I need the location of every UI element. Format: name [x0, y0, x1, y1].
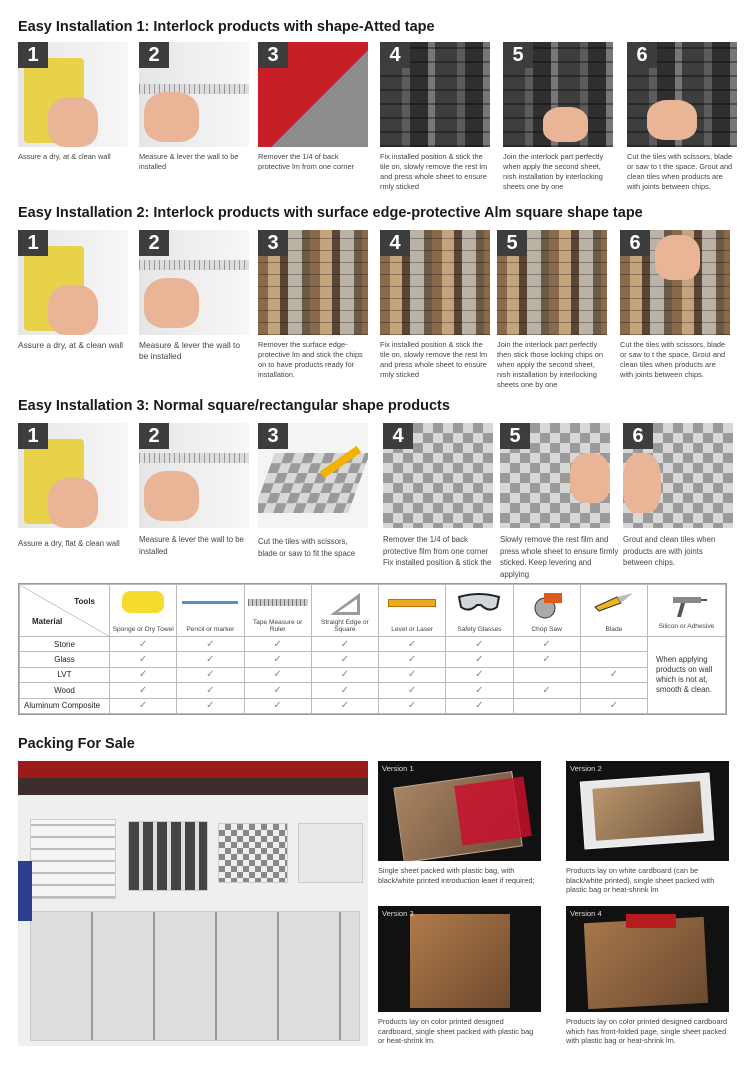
step-image: [139, 42, 249, 147]
table-header-corner: [20, 585, 110, 637]
pencil-icon: [182, 601, 238, 604]
step-1-5: [503, 42, 613, 192]
step-3-6: [623, 423, 733, 569]
version-label: Version 2: [570, 764, 602, 773]
tool-ruler: Tape Measure or Ruler: [244, 585, 311, 637]
glasses-icon: [457, 591, 501, 615]
step-number: 6: [623, 423, 653, 449]
step-image: [503, 42, 613, 147]
step-2-6: [620, 230, 730, 380]
tool-glasses: Safety Glasses: [446, 585, 513, 637]
tool-blade: Blade: [580, 585, 647, 637]
step-number: 5: [503, 42, 533, 68]
step-number: 2: [139, 230, 169, 256]
table-row-lvt: LVT ✓ ✓ ✓ ✓ ✓ ✓ ✓: [20, 667, 726, 682]
ruler-icon: [248, 599, 308, 606]
packing-version-1: [378, 761, 541, 885]
tool-saw: Chop Saw: [513, 585, 580, 637]
material-header: Material: [32, 617, 63, 626]
material-name: Wood: [20, 683, 110, 698]
version-label: Version 1: [382, 764, 414, 773]
sponge-icon: [122, 591, 164, 613]
step-image: [258, 42, 368, 147]
step-number: 5: [500, 423, 530, 449]
section-2-title: Easy Installation 2: Interlock products with surface edge-protective Alm square shape tape: [18, 205, 643, 221]
square-icon: [328, 591, 362, 617]
step-image: [620, 230, 730, 335]
step-image: [383, 423, 493, 528]
version-label: Version 3: [382, 909, 414, 918]
step-image: [500, 423, 610, 528]
step-image: [258, 230, 368, 335]
step-caption: Cut the tiles with scissors, blade or saw to t the space. Grout and clean tiles when products are with joints between chips.: [627, 152, 733, 191]
material-name: Stone: [20, 637, 110, 652]
step-number: 4: [380, 42, 410, 68]
step-image: [18, 423, 128, 528]
tools-table: [18, 583, 727, 715]
caulk-gun-icon: [667, 591, 707, 619]
step-image: [258, 423, 368, 528]
step-2-1: [18, 230, 128, 351]
version-label: Version 4: [570, 909, 602, 918]
version-caption: Products lay on color printed designed cardboard, single sheet packed with plastic bag or heat-shrink lm.: [378, 1017, 534, 1046]
step-image: [623, 423, 733, 528]
saw-icon: [530, 591, 564, 619]
step-number: 3: [258, 423, 288, 449]
packing-version-4: [566, 906, 729, 1046]
step-caption: Measure & lever the wall to be installed: [139, 535, 244, 556]
step-1-4: [380, 42, 490, 192]
step-number: 4: [380, 230, 410, 256]
step-2-3: [258, 230, 368, 380]
step-number: 5: [497, 230, 527, 256]
step-caption: Join the interlock part perfectly then stick those locking chips on when apply the second sheet, nish installation by interlocking sheets one by one: [497, 340, 603, 389]
step-image: [497, 230, 607, 335]
step-2-2: [139, 230, 249, 362]
store-display-photo: [18, 761, 368, 1046]
step-number: 3: [258, 42, 288, 68]
step-caption: Fix installed position & stick the tile on, slowly remove the rest lm and press whole sheet to ensure rmly sticked: [380, 340, 488, 379]
section-3-title: Easy Installation 3: Normal square/rectangular shape products: [18, 398, 450, 414]
step-3-2: [139, 423, 249, 558]
step-3-4: [383, 423, 493, 569]
step-caption: Assure a dry, at & clean wall: [18, 152, 111, 161]
step-caption: Fix installed position & stick the tile on, slowly remove the rest lm and press whole sheet to ensure rmly sticked: [380, 152, 488, 191]
step-number: 2: [139, 42, 169, 68]
step-1-2: [139, 42, 249, 172]
step-1-6: [627, 42, 737, 192]
material-name: Glass: [20, 652, 110, 667]
table-row-wood: Wood ✓ ✓ ✓ ✓ ✓ ✓ ✓: [20, 683, 726, 698]
step-image: [139, 423, 249, 528]
packing-version-2: [566, 761, 729, 895]
blade-icon: [591, 591, 637, 613]
version-caption: Products lay on color printed designed cardboard which has front-folded page, single sheet packed with plastic bag or heat-shrink lm.: [566, 1017, 728, 1046]
table-row-aluminum-composite: Aluminum Composite ✓ ✓ ✓ ✓ ✓ ✓ ✓: [20, 698, 726, 713]
step-image: [18, 230, 128, 335]
step-1-3: [258, 42, 368, 172]
tool-sponge: Sponge or Dry Towel: [110, 585, 177, 637]
step-caption: Measure & lever the wall to be installed: [139, 340, 241, 361]
step-2-4: [380, 230, 490, 380]
tool-caulk-gun: Silicon or Adhesive: [648, 585, 726, 637]
level-icon: [388, 599, 436, 607]
table-row-glass: Glass ✓ ✓ ✓ ✓ ✓ ✓ ✓: [20, 652, 726, 667]
version-caption: Single sheet packed with plastic bag, with black/white printed introduction leaet if required;: [378, 866, 535, 885]
step-caption: Cut the tiles with scissors, blade or saw to fit the space: [258, 537, 356, 558]
material-name: LVT: [20, 667, 110, 682]
step-number: 1: [18, 230, 48, 256]
step-image: [380, 42, 490, 147]
step-caption: Assure a dry, flat & clean wall: [18, 539, 120, 548]
version-caption: Products lay on white cardboard (can be black/white printed), single sheet packed with plastic bag or heat-shrink lm: [566, 866, 715, 895]
step-number: 6: [620, 230, 650, 256]
step-caption: Assure a dry, at & clean wall: [18, 340, 124, 350]
step-image: [380, 230, 490, 335]
step-number: 4: [383, 423, 413, 449]
tools-header: Tools: [74, 597, 95, 606]
step-number: 3: [258, 230, 288, 256]
packing-title: Packing For Sale: [18, 736, 135, 752]
adhesive-note: When applying products on wall which is not at, smooth & clean.: [648, 637, 726, 714]
section-1-title: Easy Installation 1: Interlock products with shape-Atted tape: [18, 19, 435, 35]
step-2-5: [497, 230, 607, 390]
step-caption: Join the interlock part perfectly when apply the second sheet, nish installation by interlocking sheets one by one: [503, 152, 604, 191]
step-image: [627, 42, 737, 147]
step-caption: Cut the tiles with scissors, blade or saw to t the space. Grout and clean tiles when products are with joints between chips.: [620, 340, 726, 379]
step-caption: Measure & lever the wall to be installed: [139, 152, 239, 171]
step-caption: Slowly remove the rest film and press whole sheet to ensure firmly sticked. Keep levering and applying: [500, 535, 619, 579]
step-caption: Remover the 1/4 of back protective lm from one corner: [258, 152, 355, 171]
step-number: 1: [18, 423, 48, 449]
step-3-3: [258, 423, 368, 560]
packing-version-3: [378, 906, 541, 1046]
tool-pencil: Pencil or marker: [177, 585, 244, 637]
tool-square: Straight Edge or Square: [311, 585, 378, 637]
step-3-1: [18, 423, 128, 550]
step-caption: Grout and clean tiles when products are with joints between chips.: [623, 535, 716, 567]
step-image: [18, 42, 128, 147]
step-3-5: [500, 423, 619, 580]
step-number: 2: [139, 423, 169, 449]
step-image: [139, 230, 249, 335]
table-row-stone: Stone ✓ ✓ ✓ ✓ ✓ ✓ ✓ When applying products on wall which is not at, smooth & clean.: [20, 637, 726, 652]
step-number: 1: [18, 42, 48, 68]
step-caption: Remover the surface edge-protective lm and stick the chips on to have products ready for installation.: [258, 340, 363, 379]
step-number: 6: [627, 42, 657, 68]
step-1-1: [18, 42, 128, 162]
material-name: Aluminum Composite: [20, 698, 110, 713]
tool-level: Level or Laser: [379, 585, 446, 637]
step-caption: Remover the 1/4 of back protective film from one corner Fix installed position & stick the: [383, 535, 492, 567]
